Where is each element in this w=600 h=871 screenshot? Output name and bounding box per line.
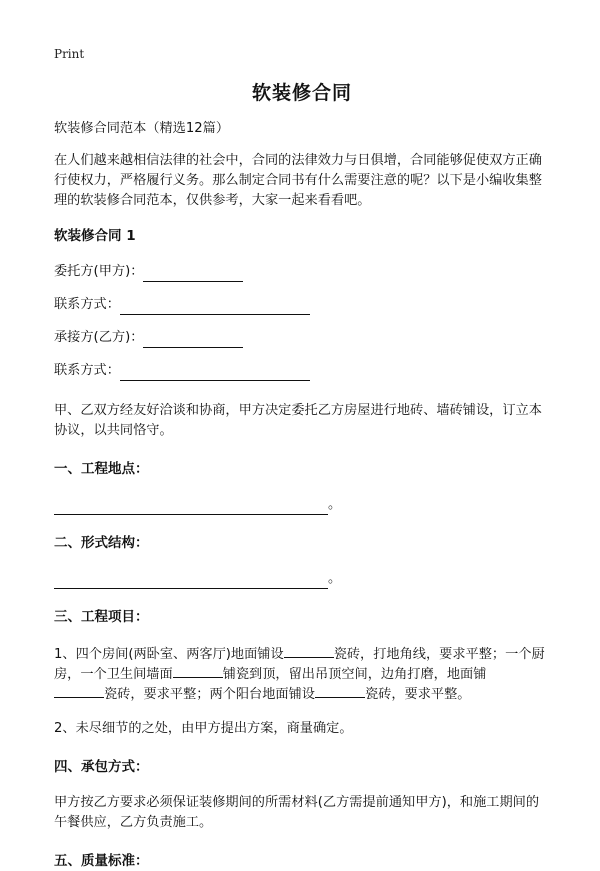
item-2-paragraph: 2、未尽细节的之处，由甲方提出方案，商量确定。 xyxy=(54,721,353,736)
location-heading: 一、工程地点： xyxy=(54,461,149,477)
structure-heading: 二、形式结构： xyxy=(54,535,149,551)
item-1-blank-b[interactable] xyxy=(173,665,223,678)
quality-heading: 五、质量标准： xyxy=(54,853,149,869)
contractor-field xyxy=(54,328,550,348)
contractor-contact-field xyxy=(54,361,550,381)
item-1-text-c: 铺瓷到顶，留出吊顶空间，边角打磨，地面铺 xyxy=(222,667,487,682)
agreement-paragraph: 甲、乙双方经友好洽谈和协商，甲方决定委托乙方房屋进行地砖、墙砖铺设，订立本协议，以共同恪守。 xyxy=(54,403,542,438)
client-contact-label: 联系方式： xyxy=(54,297,120,312)
contractor-blank[interactable] xyxy=(143,333,243,348)
items-heading: 三、工程项目： xyxy=(54,609,149,625)
client-contact-field xyxy=(54,295,550,315)
location-period: 。 xyxy=(328,497,342,512)
contractor-contact-blank[interactable] xyxy=(120,366,310,381)
structure-line xyxy=(54,569,550,589)
item-1-text-d: 瓷砖，要求平整；两个阳台地面铺设 xyxy=(104,687,315,702)
document-title: 软装修合同 xyxy=(251,82,352,104)
structure-blank[interactable] xyxy=(54,574,328,589)
contract-heading: 软装修合同 1 xyxy=(54,228,136,244)
print-link[interactable]: Print xyxy=(54,47,85,61)
document-page xyxy=(54,78,550,871)
contractor-contact-label: 联系方式： xyxy=(54,363,120,378)
item-1-paragraph xyxy=(54,645,550,705)
client-label: 委托方(甲方)： xyxy=(54,264,144,279)
contract-method-paragraph: 甲方按乙方要求必须保证装修期间的所需材料(乙方需提前通知甲方)，和施工期间的午餐供应，乙方负责施工。 xyxy=(54,795,540,830)
intro-paragraph: 在人们越来越相信法律的社会中，合同的法律效力与日俱增，合同能够促使双方正确行使权力，严格履行义务。那么制定合同书有什么需要注意的呢？以下是小编收集整理的软装修合同范本，仅供参考，大家一起来看看吧。 xyxy=(54,153,542,208)
item-1-blank-d[interactable] xyxy=(315,685,365,698)
item-1-text-a: 1、四个房间(两卧室、两客厅)地面铺设 xyxy=(54,647,284,662)
structure-period: 。 xyxy=(328,571,342,586)
contract-method-heading: 四、承包方式： xyxy=(54,759,149,775)
client-contact-blank[interactable] xyxy=(120,300,310,315)
item-1-text-b: 瓷砖，打地角线，要求平整；一个厨房，一个卫生间墙面 xyxy=(54,647,545,682)
document-subtitle: 软装修合同范本（精选12篇） xyxy=(54,121,230,136)
location-line xyxy=(54,495,550,515)
location-blank[interactable] xyxy=(54,500,328,515)
item-1-blank-c[interactable] xyxy=(54,685,104,698)
item-1-blank-a[interactable] xyxy=(284,645,334,658)
client-blank[interactable] xyxy=(143,267,243,282)
client-field xyxy=(54,262,550,282)
contractor-label: 承接方(乙方)： xyxy=(54,330,144,345)
item-1-text-e: 瓷砖，要求平整。 xyxy=(365,687,471,702)
